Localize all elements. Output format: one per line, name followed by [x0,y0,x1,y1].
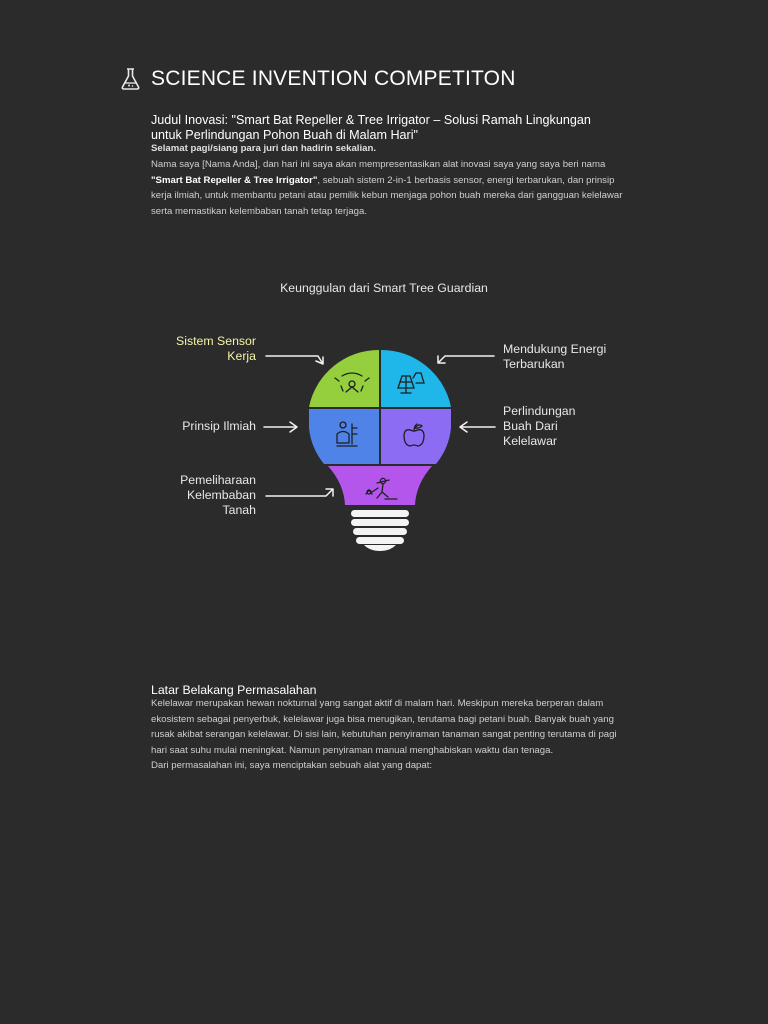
segment-protection [381,409,451,464]
segment-science [309,409,379,464]
background-closing: Dari permasalahan ini, saya menciptakan sebuah alat yang dapat: [151,760,433,771]
bulb-base [351,510,409,551]
segment-moisture [328,466,432,505]
label-protection: Perlindungan Buah Dari Kelelawar [503,404,576,448]
label-science: Prinsip Ilmiah [182,419,256,433]
background-paragraph: Kelelawar merupakan hewan nokturnal yang sangat aktif di malam hari. Meskipun mereka berperan dalam ekosistem sebagai penyerbuk, kelelawar juga bisa merugikan, terutama bagi petani buah. Banyak buah yang rusak akibat serangan kelelawar. Di sisi lain, kebutuhan penyiraman tanaman sangat penting terutama di pagi hari saat suhu mulai meningkat. Namun penyiraman manual menghabiskan waktu dan tenaga. [151,698,617,756]
arrow-science [264,422,297,432]
segment-energy [381,350,451,407]
background-body [151,696,623,774]
background-title: Latar Belakang Permasalahan [151,683,317,697]
diagram-title: Keunggulan dari Smart Tree Guardian [280,281,488,295]
intro-product-name: "Smart Bat Repeller & Tree Irrigator" [151,174,318,186]
page-title: SCIENCE INVENTION COMPETITON [151,67,516,90]
label-sensor: Sistem Sensor Kerja [176,334,256,363]
label-energy: Mendukung Energi Terbarukan [503,342,607,371]
arrow-sensor [266,356,323,364]
intro-text-end: , sebuah sistem 2-in-1 berbasis sensor, energi terbarukan, dan prinsip kerja ilmiah, untuk membantu petani atau pemilik kebun menjaga pohon buah mereka dari gangguan kelelawar serta memastikan kelembaban tanah tetap terjaga. [151,174,623,217]
innovation-title: Judul Inovasi: "Smart Bat Repeller & Tree Irrigator – Solusi Ramah Lingkungan untuk Perlindungan Pohon Buah di Malam Hari" [151,113,591,142]
label-moisture: Pemeliharaan Kelembaban Tanah [180,473,256,517]
arrow-moisture [266,489,333,496]
arrow-energy [438,356,494,363]
arrow-protection [460,422,495,432]
intro-text-start: Nama saya [Nama Anda], dan hari ini saya akan mempresentasikan alat inovasi saya yang saya beri nama [151,159,606,170]
greeting-text: Selamat pagi/siang para juri dan hadirin sekalian. [151,143,376,154]
